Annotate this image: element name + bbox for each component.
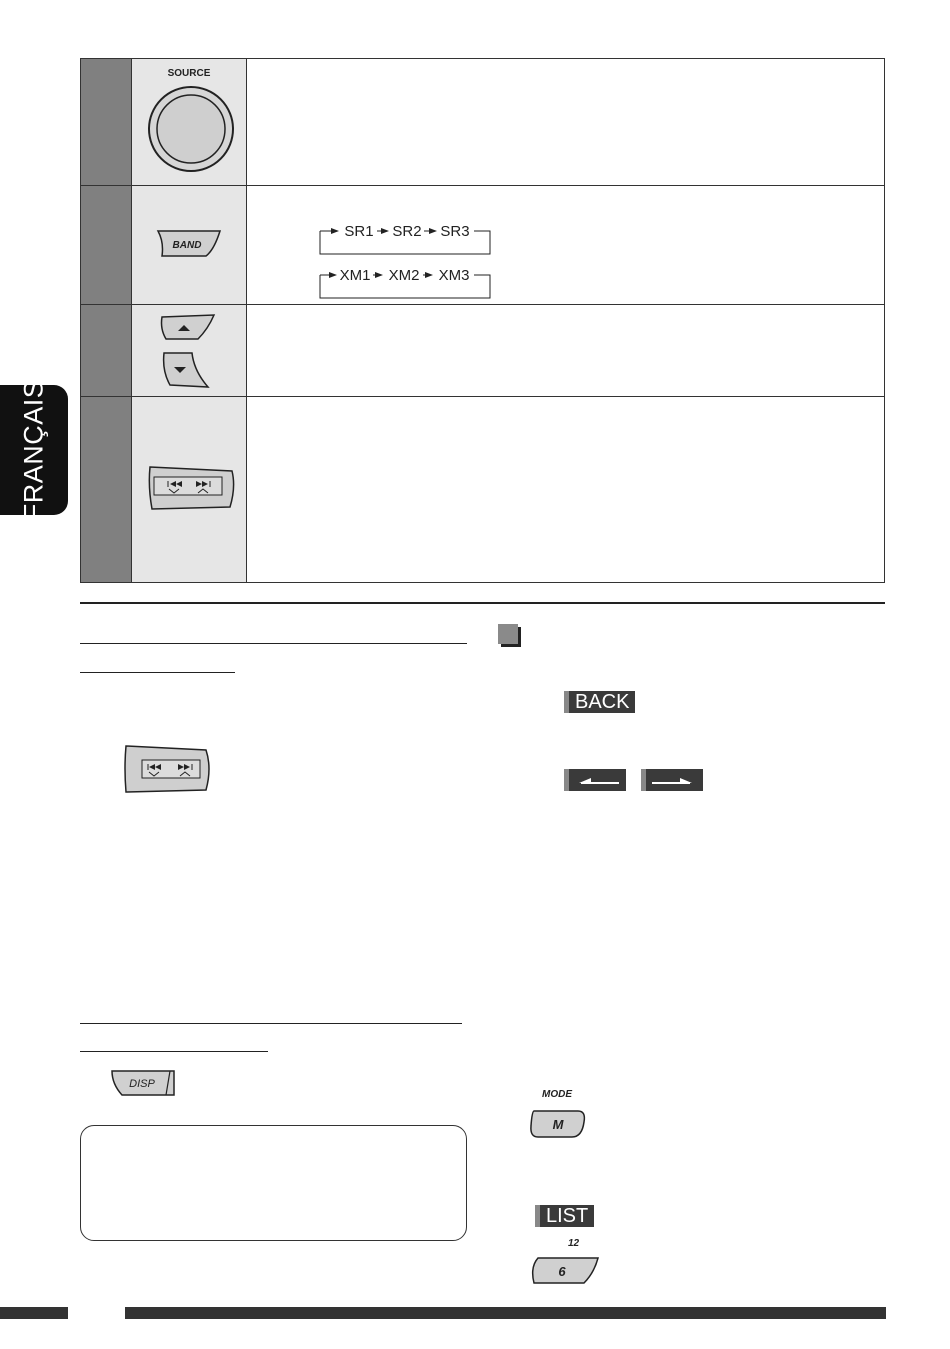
- source-description: [247, 59, 884, 185]
- mode-label: MODE: [542, 1089, 572, 1100]
- band-button-text: BAND: [172, 240, 202, 251]
- step-marker: [81, 305, 132, 396]
- language-tab: [0, 379, 68, 521]
- table-row-band: [81, 186, 884, 305]
- cycle-sr-3: SR3: [440, 223, 470, 240]
- note-box: [80, 1125, 467, 1241]
- source-knob-icon: [146, 83, 236, 173]
- heading-underline: [80, 1051, 268, 1052]
- cycle-xm-2: XM2: [388, 267, 420, 284]
- table-row-source: [81, 59, 884, 186]
- seek-description: [247, 397, 884, 582]
- disp-button-icon: [110, 1068, 180, 1098]
- seek-buttons-illustration: [132, 397, 247, 582]
- source-button-illustration: [132, 59, 247, 185]
- preset-button-text: 6: [558, 1264, 566, 1279]
- cycle-sr-2: SR2: [392, 223, 422, 240]
- cycle-sr-1: SR1: [344, 223, 374, 240]
- updown-buttons-illustration: [132, 305, 247, 396]
- band-button-illustration: [132, 186, 247, 304]
- left-arrow-key: [564, 769, 626, 791]
- step-marker: [81, 59, 132, 185]
- mode-button-icon: [528, 1108, 588, 1140]
- up-down-buttons-icon: [158, 311, 220, 391]
- section-divider: [80, 602, 885, 604]
- seek-buttons-icon: [146, 461, 238, 513]
- table-row-seek: [81, 397, 884, 582]
- source-label: SOURCE: [167, 68, 211, 79]
- left-arrow-icon: [569, 769, 626, 791]
- heading-underline: [80, 672, 235, 673]
- heading-underline: [80, 643, 467, 644]
- cycle-xm-1: XM1: [339, 267, 371, 284]
- cycle-xm-3: XM3: [438, 267, 470, 284]
- step-marker: [81, 397, 132, 582]
- instruction-table: [80, 58, 885, 583]
- preset-label: 12: [568, 1238, 580, 1249]
- step-marker: [81, 186, 132, 304]
- back-key: BACK: [564, 691, 635, 713]
- section-bullet-icon: [498, 624, 518, 644]
- table-row-updown: [81, 305, 884, 397]
- band-cycle-diagram: [317, 211, 507, 301]
- list-key: LIST: [535, 1205, 594, 1227]
- right-arrow-key: [641, 769, 703, 791]
- heading-underline: [80, 1023, 462, 1024]
- band-button-icon: [154, 228, 224, 260]
- seek-buttons-icon: [122, 740, 214, 796]
- disp-button-text: DISP: [129, 1078, 155, 1090]
- footer-bar-right: [125, 1307, 886, 1319]
- footer-bar-left: [0, 1307, 68, 1319]
- preset-button-icon: [528, 1255, 604, 1287]
- updown-description: [247, 305, 884, 396]
- language-label: FRANÇAIS: [18, 379, 49, 521]
- right-arrow-icon: [646, 769, 703, 791]
- band-description: [247, 186, 884, 304]
- mode-button-text: M: [552, 1117, 564, 1132]
